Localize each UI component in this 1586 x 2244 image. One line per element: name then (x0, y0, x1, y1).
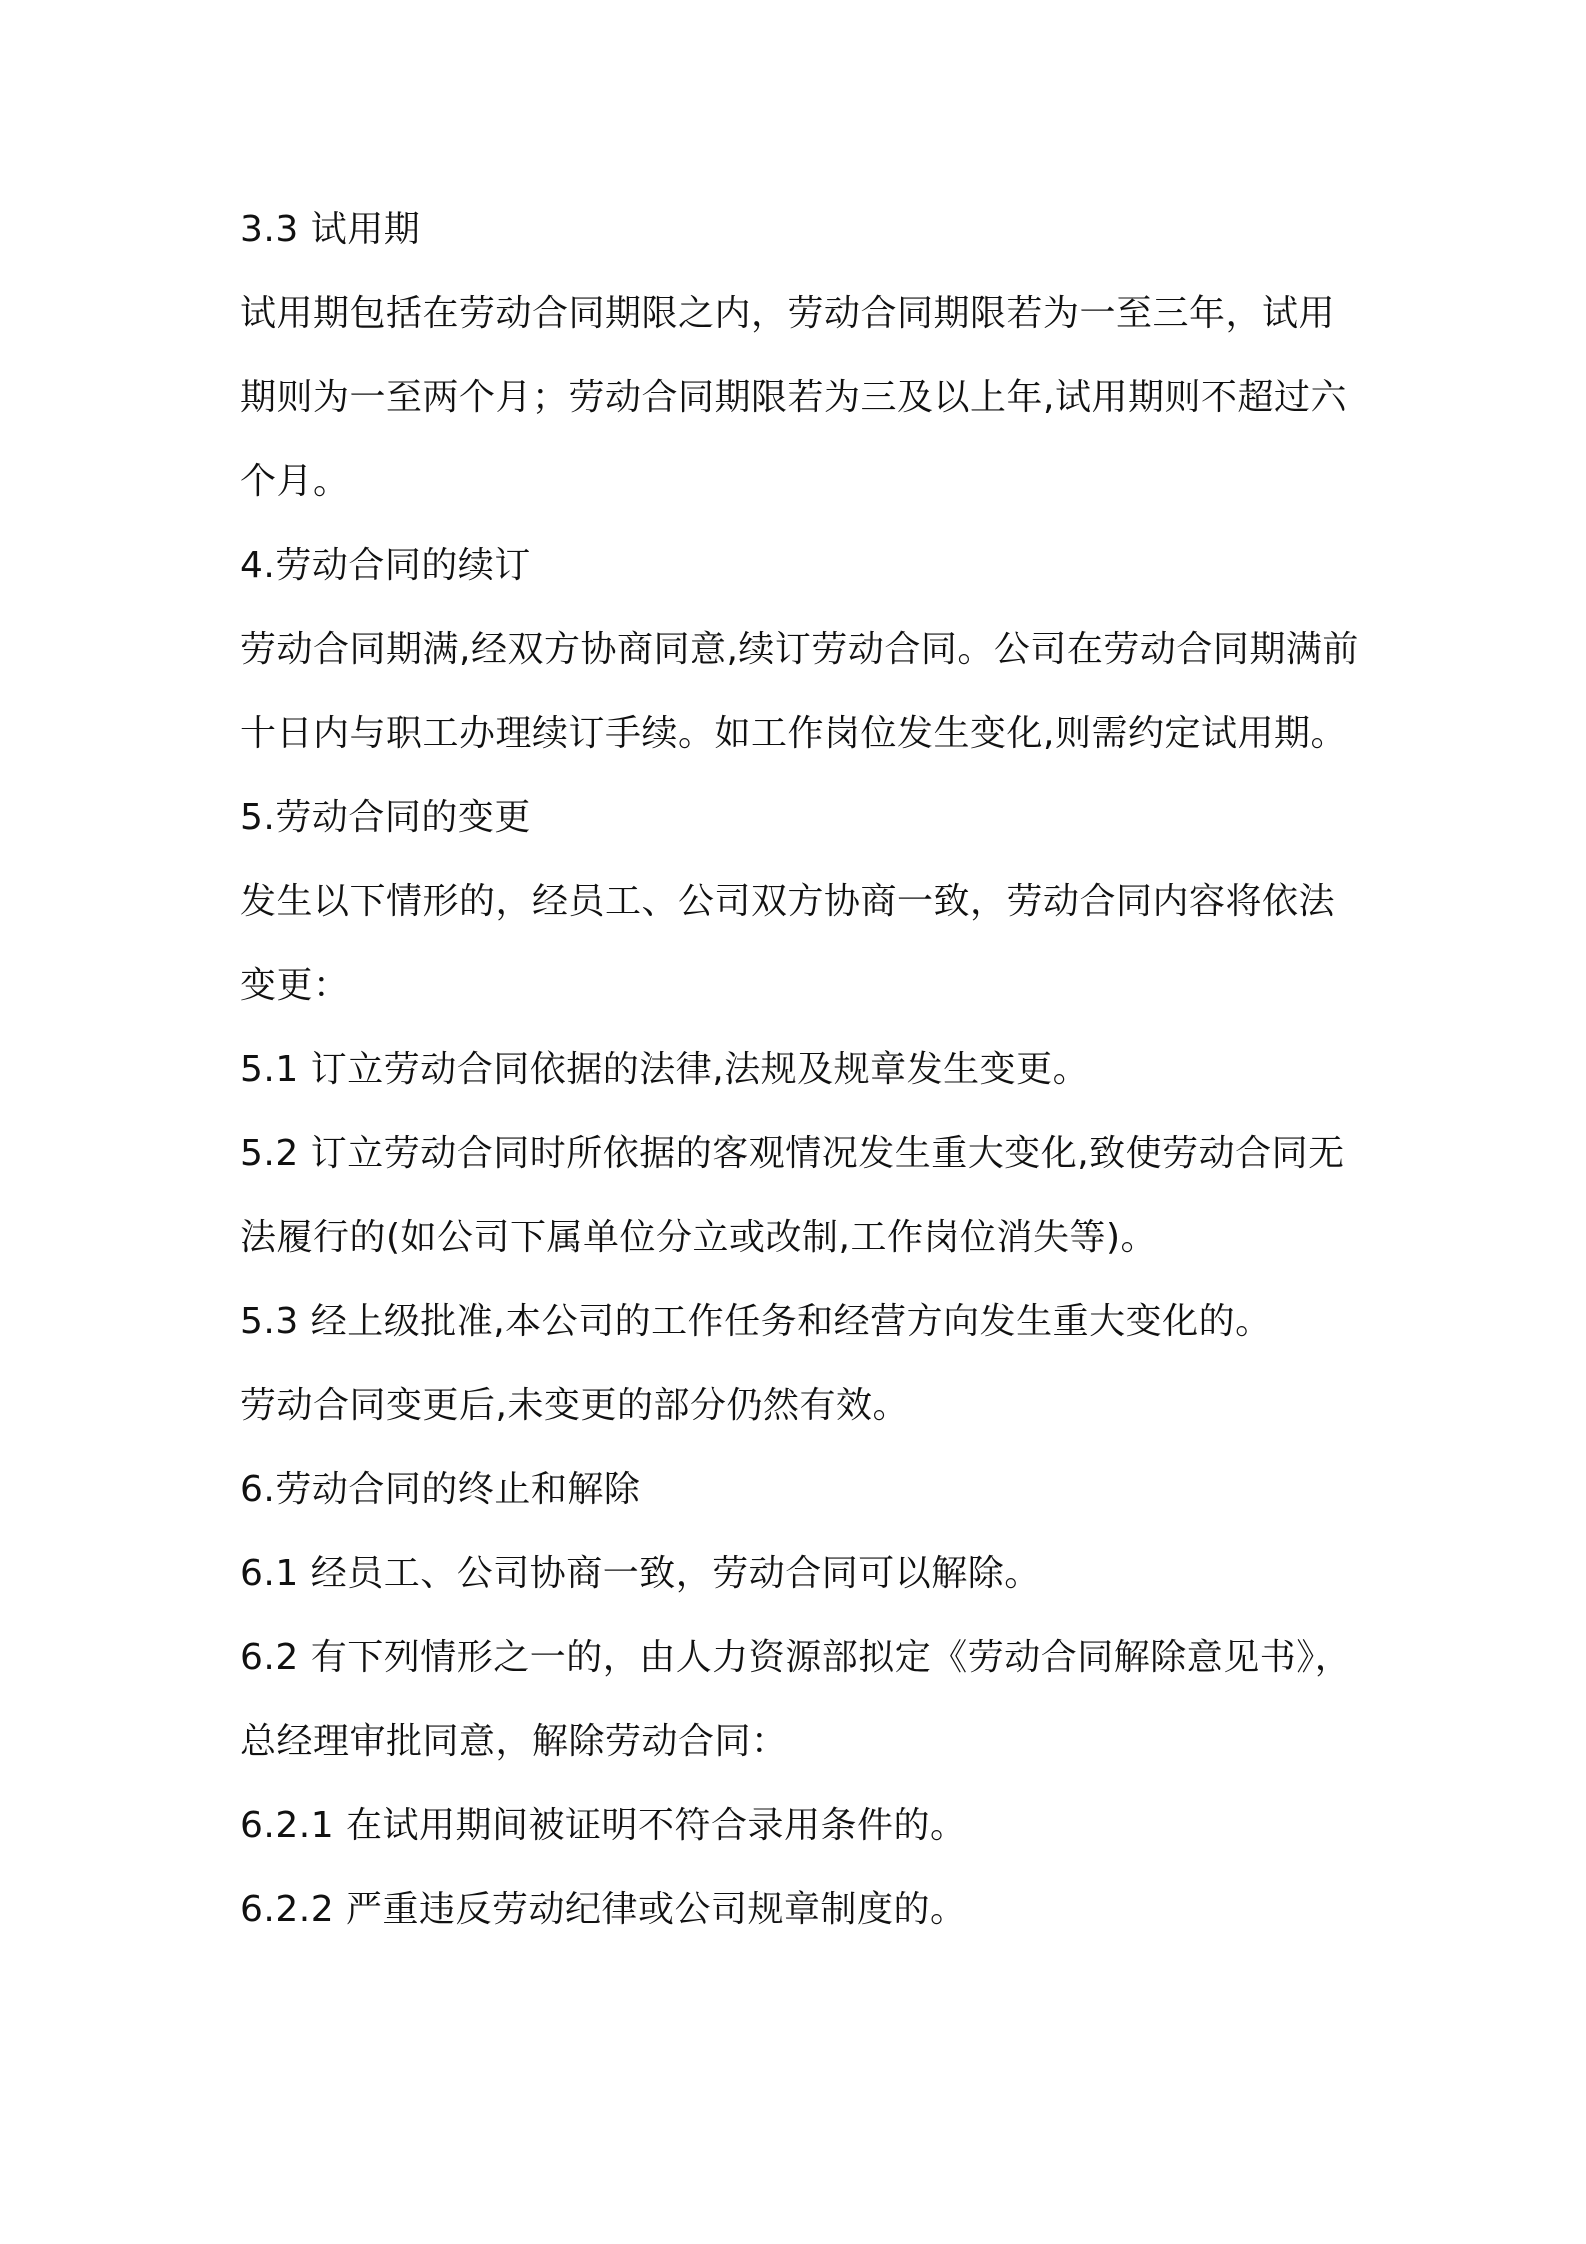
clause-6-2-1: 6.2.1 在试用期间被证明不符合录用条件的。 (240, 1805, 967, 1846)
clause-6-2: 6.2 有下列情形之一的，由人力资源部拟定《劳动合同解除意见书》，总经理审批同意，解除劳动合同： (240, 1637, 1352, 1762)
heading-contract-renewal: 4.劳动合同的续订 (240, 545, 531, 586)
paragraph-contract-renewal: 劳动合同期满,经双方协商同意,续订劳动合同。公司在劳动合同期满前十日内与职工办理续订手续。如工作岗位发生变化,则需约定试用期。 (240, 629, 1359, 754)
clause-5-3: 5.3 经上级批准,本公司的工作任务和经营方向发生重大变化的。 (240, 1301, 1272, 1342)
clause-5-1: 5.1 订立劳动合同依据的法律,法规及规章发生变更。 (240, 1049, 1090, 1090)
document-body (240, 188, 1360, 1952)
clause-6-2-2: 6.2.2 严重违反劳动纪律或公司规章制度的。 (240, 1889, 967, 1930)
heading-termination: 6.劳动合同的终止和解除 (240, 1469, 641, 1510)
paragraph-change-intro: 发生以下情形的，经员工、公司双方协商一致，劳动合同内容将依法变更： (240, 881, 1336, 1006)
heading-probation: 3.3 试用期 (240, 209, 421, 250)
clause-6-1: 6.1 经员工、公司协商一致，劳动合同可以解除。 (240, 1553, 1041, 1594)
clause-5-2: 5.2 订立劳动合同时所依据的客观情况发生重大变化,致使劳动合同无法履行的(如公司下属单位分立或改制,工作岗位消失等)。 (240, 1133, 1345, 1258)
paragraph-probation-terms: 试用期包括在劳动合同期限之内，劳动合同期限若为一至三年，试用期则为一至两个月；劳动合同期限若为三及以上年,试用期则不超过六个月。 (240, 293, 1347, 502)
heading-contract-change: 5.劳动合同的变更 (240, 797, 531, 838)
paragraph-change-validity: 劳动合同变更后,未变更的部分仍然有效。 (240, 1385, 909, 1426)
